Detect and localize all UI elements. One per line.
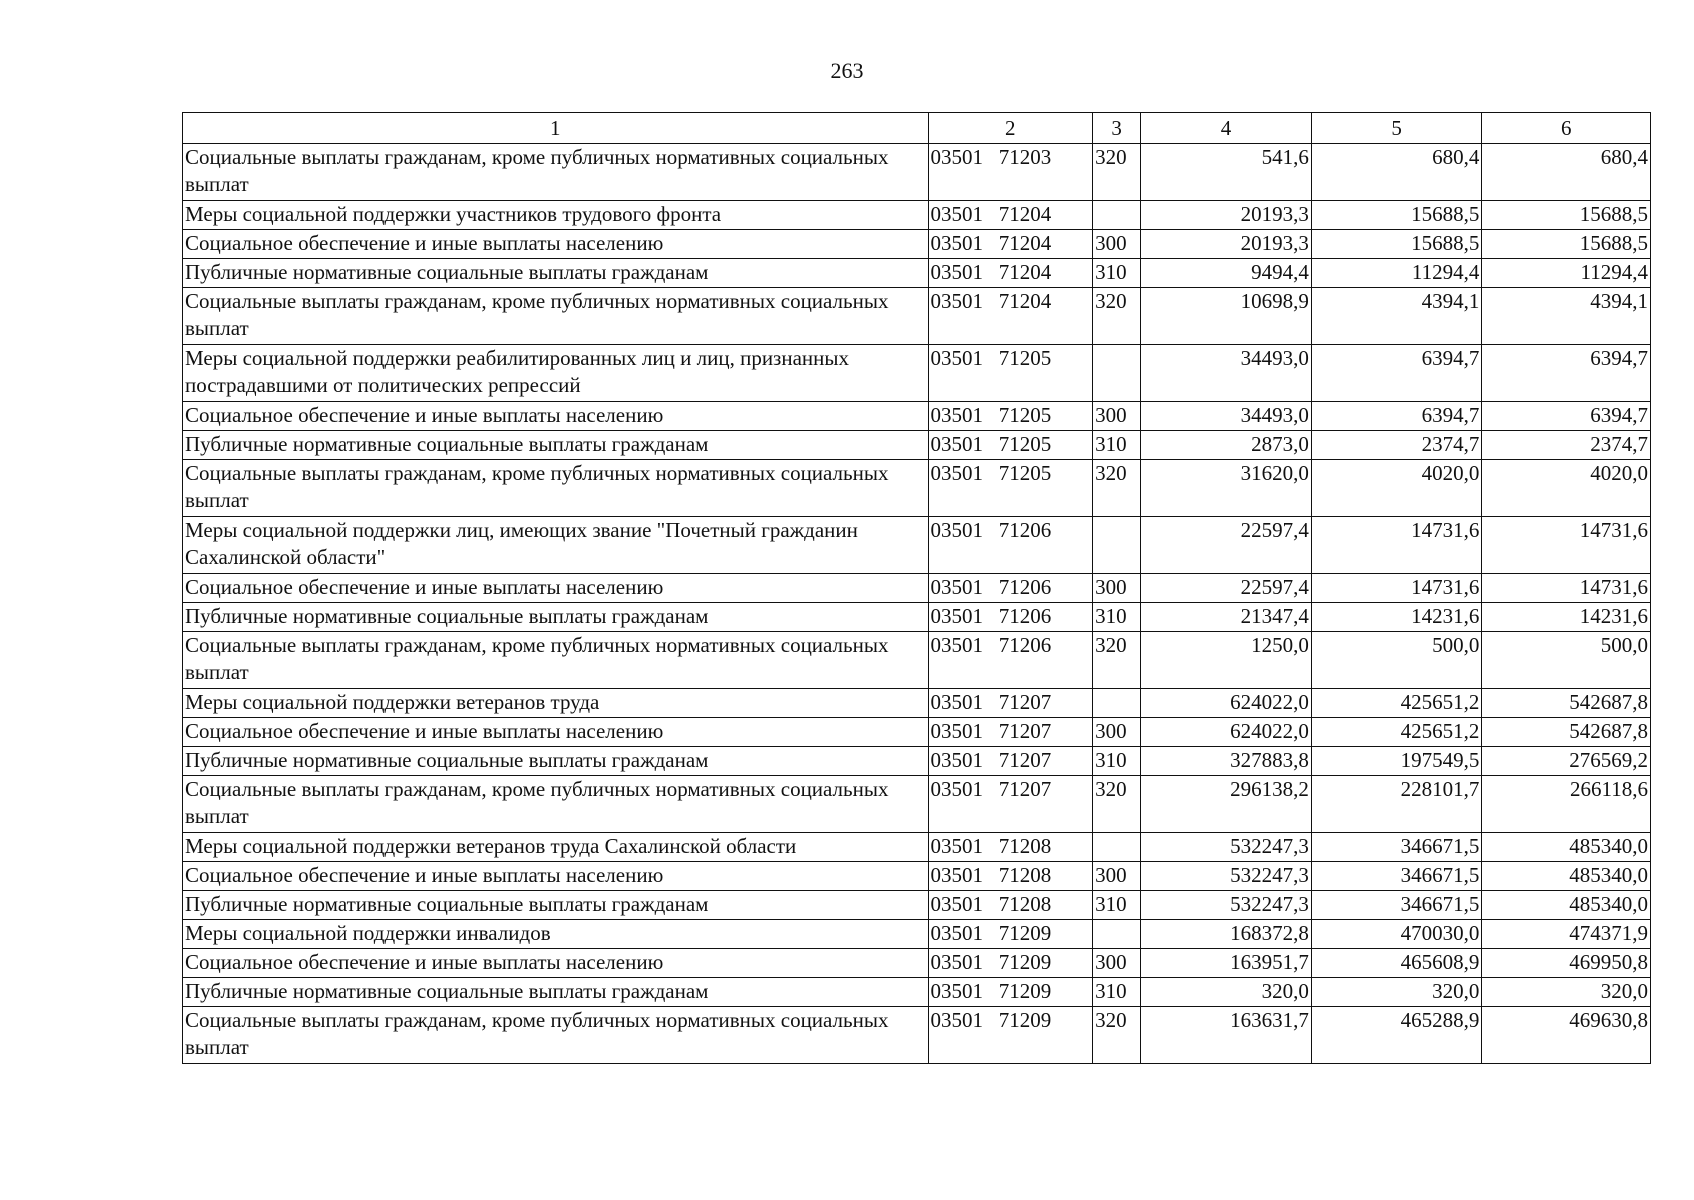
row-name-cell: Социальное обеспечение и иные выплаты населению [183, 402, 929, 431]
table-row [183, 402, 1651, 431]
row-name-cell: Социальное обеспечение и иные выплаты населению [183, 949, 929, 978]
row-code-cell: 03501 71205 [928, 345, 1093, 402]
row-value-col5-cell: 465288,9 [1311, 1007, 1482, 1064]
row-value-col6-cell: 15688,5 [1482, 230, 1651, 259]
row-value-col5-cell: 425651,2 [1311, 689, 1482, 718]
row-name-cell: Социальные выплаты гражданам, кроме публичных нормативных социальных выплат [183, 144, 929, 201]
row-name-cell: Публичные нормативные социальные выплаты гражданам [183, 978, 929, 1007]
row-value-col4-cell: 10698,9 [1141, 288, 1312, 345]
row-value-col6-cell: 14731,6 [1482, 517, 1651, 574]
row-code-cell: 03501 71206 [928, 517, 1093, 574]
row-name-cell: Меры социальной поддержки реабилитированных лиц и лиц, признанных пострадавшими от политических репрессий [183, 345, 929, 402]
row-name-cell: Социальные выплаты гражданам, кроме публичных нормативных социальных выплат [183, 776, 929, 833]
row-name-cell: Меры социальной поддержки ветеранов труда Сахалинской области [183, 833, 929, 862]
header-col-3: 3 [1093, 113, 1141, 144]
header-row [183, 113, 1651, 144]
row-value-col6-cell: 485340,0 [1482, 891, 1651, 920]
table-row [183, 603, 1651, 632]
row-name-cell: Публичные нормативные социальные выплаты гражданам [183, 259, 929, 288]
row-value-col5-cell: 14231,6 [1311, 603, 1482, 632]
row-expense-type-cell: 320 [1093, 288, 1141, 345]
row-code-cell: 03501 71205 [928, 431, 1093, 460]
row-value-col5-cell: 6394,7 [1311, 345, 1482, 402]
page-number: 263 [830, 58, 864, 83]
row-name-cell: Социальное обеспечение и иные выплаты населению [183, 230, 929, 259]
row-value-col4-cell: 624022,0 [1141, 689, 1312, 718]
row-value-col6-cell: 4394,1 [1482, 288, 1651, 345]
row-code-cell: 03501 71204 [928, 259, 1093, 288]
row-name-cell: Меры социальной поддержки лиц, имеющих звание "Почетный гражданин Сахалинской области" [183, 517, 929, 574]
table-body [183, 144, 1651, 1064]
row-value-col6-cell: 14731,6 [1482, 574, 1651, 603]
row-code-cell: 03501 71205 [928, 460, 1093, 517]
row-value-col5-cell: 465608,9 [1311, 949, 1482, 978]
table-row [183, 345, 1651, 402]
row-value-col6-cell: 474371,9 [1482, 920, 1651, 949]
row-value-col5-cell: 320,0 [1311, 978, 1482, 1007]
row-value-col6-cell: 4020,0 [1482, 460, 1651, 517]
row-value-col4-cell: 31620,0 [1141, 460, 1312, 517]
row-value-col6-cell: 6394,7 [1482, 345, 1651, 402]
row-code-cell: 03501 71203 [928, 144, 1093, 201]
row-expense-type-cell [1093, 689, 1141, 718]
row-expense-type-cell: 320 [1093, 144, 1141, 201]
row-value-col4-cell: 296138,2 [1141, 776, 1312, 833]
table-row [183, 891, 1651, 920]
row-expense-type-cell: 300 [1093, 862, 1141, 891]
row-value-col6-cell: 469630,8 [1482, 1007, 1651, 1064]
row-expense-type-cell: 310 [1093, 891, 1141, 920]
row-value-col6-cell: 6394,7 [1482, 402, 1651, 431]
table-row [183, 1007, 1651, 1064]
row-expense-type-cell [1093, 345, 1141, 402]
row-value-col4-cell: 532247,3 [1141, 891, 1312, 920]
row-expense-type-cell: 300 [1093, 574, 1141, 603]
row-expense-type-cell: 300 [1093, 718, 1141, 747]
row-value-col5-cell: 6394,7 [1311, 402, 1482, 431]
table-row [183, 517, 1651, 574]
header-col-2: 2 [928, 113, 1093, 144]
row-value-col4-cell: 624022,0 [1141, 718, 1312, 747]
row-value-col4-cell: 532247,3 [1141, 833, 1312, 862]
table-row [183, 833, 1651, 862]
row-value-col5-cell: 15688,5 [1311, 230, 1482, 259]
row-code-cell: 03501 71204 [928, 201, 1093, 230]
row-value-col5-cell: 470030,0 [1311, 920, 1482, 949]
row-expense-type-cell: 320 [1093, 632, 1141, 689]
row-name-cell: Социальное обеспечение и иные выплаты населению [183, 574, 929, 603]
row-code-cell: 03501 71206 [928, 603, 1093, 632]
row-value-col4-cell: 1250,0 [1141, 632, 1312, 689]
header-col-1: 1 [183, 113, 929, 144]
row-value-col5-cell: 11294,4 [1311, 259, 1482, 288]
row-value-col5-cell: 425651,2 [1311, 718, 1482, 747]
table-row [183, 949, 1651, 978]
table-row [183, 689, 1651, 718]
row-value-col5-cell: 228101,7 [1311, 776, 1482, 833]
row-value-col4-cell: 21347,4 [1141, 603, 1312, 632]
table-row [183, 144, 1651, 201]
table-row [183, 862, 1651, 891]
row-name-cell: Публичные нормативные социальные выплаты гражданам [183, 603, 929, 632]
row-value-col6-cell: 14231,6 [1482, 603, 1651, 632]
row-expense-type-cell: 310 [1093, 978, 1141, 1007]
row-value-col5-cell: 197549,5 [1311, 747, 1482, 776]
row-expense-type-cell [1093, 833, 1141, 862]
row-expense-type-cell: 310 [1093, 603, 1141, 632]
table-row [183, 920, 1651, 949]
table-row [183, 718, 1651, 747]
row-code-cell: 03501 71209 [928, 949, 1093, 978]
row-name-cell: Социальное обеспечение и иные выплаты населению [183, 862, 929, 891]
row-code-cell: 03501 71206 [928, 632, 1093, 689]
row-name-cell: Социальные выплаты гражданам, кроме публичных нормативных социальных выплат [183, 1007, 929, 1064]
row-value-col6-cell: 276569,2 [1482, 747, 1651, 776]
header-col-4: 4 [1141, 113, 1312, 144]
row-name-cell: Публичные нормативные социальные выплаты гражданам [183, 747, 929, 776]
row-code-cell: 03501 71205 [928, 402, 1093, 431]
row-expense-type-cell: 300 [1093, 949, 1141, 978]
header-col-6: 6 [1482, 113, 1651, 144]
header-col-5: 5 [1311, 113, 1482, 144]
row-value-col5-cell: 4394,1 [1311, 288, 1482, 345]
row-expense-type-cell: 320 [1093, 776, 1141, 833]
row-value-col4-cell: 2873,0 [1141, 431, 1312, 460]
row-value-col4-cell: 34493,0 [1141, 402, 1312, 431]
row-code-cell: 03501 71209 [928, 1007, 1093, 1064]
row-value-col4-cell: 320,0 [1141, 978, 1312, 1007]
row-value-col5-cell: 346671,5 [1311, 891, 1482, 920]
row-code-cell: 03501 71208 [928, 891, 1093, 920]
budget-table [182, 112, 1651, 1064]
row-value-col6-cell: 542687,8 [1482, 718, 1651, 747]
row-code-cell: 03501 71208 [928, 833, 1093, 862]
row-name-cell: Публичные нормативные социальные выплаты гражданам [183, 891, 929, 920]
row-name-cell: Меры социальной поддержки инвалидов [183, 920, 929, 949]
row-code-cell: 03501 71207 [928, 689, 1093, 718]
table-row [183, 431, 1651, 460]
row-code-cell: 03501 71207 [928, 747, 1093, 776]
row-name-cell: Публичные нормативные социальные выплаты гражданам [183, 431, 929, 460]
table-row [183, 776, 1651, 833]
row-value-col6-cell: 542687,8 [1482, 689, 1651, 718]
table-row [183, 201, 1651, 230]
table-row [183, 632, 1651, 689]
row-value-col4-cell: 532247,3 [1141, 862, 1312, 891]
table-row [183, 288, 1651, 345]
table-row [183, 230, 1651, 259]
row-name-cell: Социальные выплаты гражданам, кроме публичных нормативных социальных выплат [183, 632, 929, 689]
row-value-col6-cell: 2374,7 [1482, 431, 1651, 460]
row-expense-type-cell [1093, 920, 1141, 949]
row-code-cell: 03501 71209 [928, 920, 1093, 949]
row-value-col4-cell: 163951,7 [1141, 949, 1312, 978]
row-expense-type-cell [1093, 201, 1141, 230]
row-value-col5-cell: 680,4 [1311, 144, 1482, 201]
row-value-col6-cell: 15688,5 [1482, 201, 1651, 230]
row-value-col4-cell: 163631,7 [1141, 1007, 1312, 1064]
row-code-cell: 03501 71207 [928, 776, 1093, 833]
row-value-col4-cell: 20193,3 [1141, 230, 1312, 259]
row-name-cell: Социальное обеспечение и иные выплаты населению [183, 718, 929, 747]
row-value-col6-cell: 11294,4 [1482, 259, 1651, 288]
row-value-col5-cell: 14731,6 [1311, 574, 1482, 603]
row-expense-type-cell: 300 [1093, 230, 1141, 259]
row-expense-type-cell: 310 [1093, 259, 1141, 288]
table-row [183, 747, 1651, 776]
row-value-col5-cell: 2374,7 [1311, 431, 1482, 460]
table-row [183, 259, 1651, 288]
row-value-col6-cell: 485340,0 [1482, 862, 1651, 891]
row-value-col6-cell: 266118,6 [1482, 776, 1651, 833]
table-row [183, 978, 1651, 1007]
row-name-cell: Социальные выплаты гражданам, кроме публичных нормативных социальных выплат [183, 460, 929, 517]
row-value-col4-cell: 327883,8 [1141, 747, 1312, 776]
row-value-col6-cell: 469950,8 [1482, 949, 1651, 978]
row-value-col4-cell: 22597,4 [1141, 517, 1312, 574]
row-code-cell: 03501 71207 [928, 718, 1093, 747]
row-value-col4-cell: 168372,8 [1141, 920, 1312, 949]
row-value-col4-cell: 9494,4 [1141, 259, 1312, 288]
row-expense-type-cell: 320 [1093, 460, 1141, 517]
row-name-cell: Меры социальной поддержки участников трудового фронта [183, 201, 929, 230]
row-code-cell: 03501 71204 [928, 288, 1093, 345]
row-value-col4-cell: 20193,3 [1141, 201, 1312, 230]
row-code-cell: 03501 71209 [928, 978, 1093, 1007]
row-expense-type-cell [1093, 517, 1141, 574]
row-expense-type-cell: 310 [1093, 747, 1141, 776]
row-value-col6-cell: 485340,0 [1482, 833, 1651, 862]
row-name-cell: Меры социальной поддержки ветеранов труда [183, 689, 929, 718]
row-value-col6-cell: 500,0 [1482, 632, 1651, 689]
row-value-col6-cell: 320,0 [1482, 978, 1651, 1007]
row-code-cell: 03501 71204 [928, 230, 1093, 259]
row-value-col5-cell: 346671,5 [1311, 833, 1482, 862]
row-value-col4-cell: 22597,4 [1141, 574, 1312, 603]
table-row [183, 460, 1651, 517]
row-value-col4-cell: 34493,0 [1141, 345, 1312, 402]
row-value-col5-cell: 14731,6 [1311, 517, 1482, 574]
row-value-col5-cell: 500,0 [1311, 632, 1482, 689]
row-value-col6-cell: 680,4 [1482, 144, 1651, 201]
row-code-cell: 03501 71206 [928, 574, 1093, 603]
row-name-cell: Социальные выплаты гражданам, кроме публичных нормативных социальных выплат [183, 288, 929, 345]
row-code-cell: 03501 71208 [928, 862, 1093, 891]
row-expense-type-cell: 320 [1093, 1007, 1141, 1064]
row-value-col5-cell: 346671,5 [1311, 862, 1482, 891]
row-value-col4-cell: 541,6 [1141, 144, 1312, 201]
row-expense-type-cell: 310 [1093, 431, 1141, 460]
row-value-col5-cell: 4020,0 [1311, 460, 1482, 517]
table-row [183, 574, 1651, 603]
row-expense-type-cell: 300 [1093, 402, 1141, 431]
row-value-col5-cell: 15688,5 [1311, 201, 1482, 230]
